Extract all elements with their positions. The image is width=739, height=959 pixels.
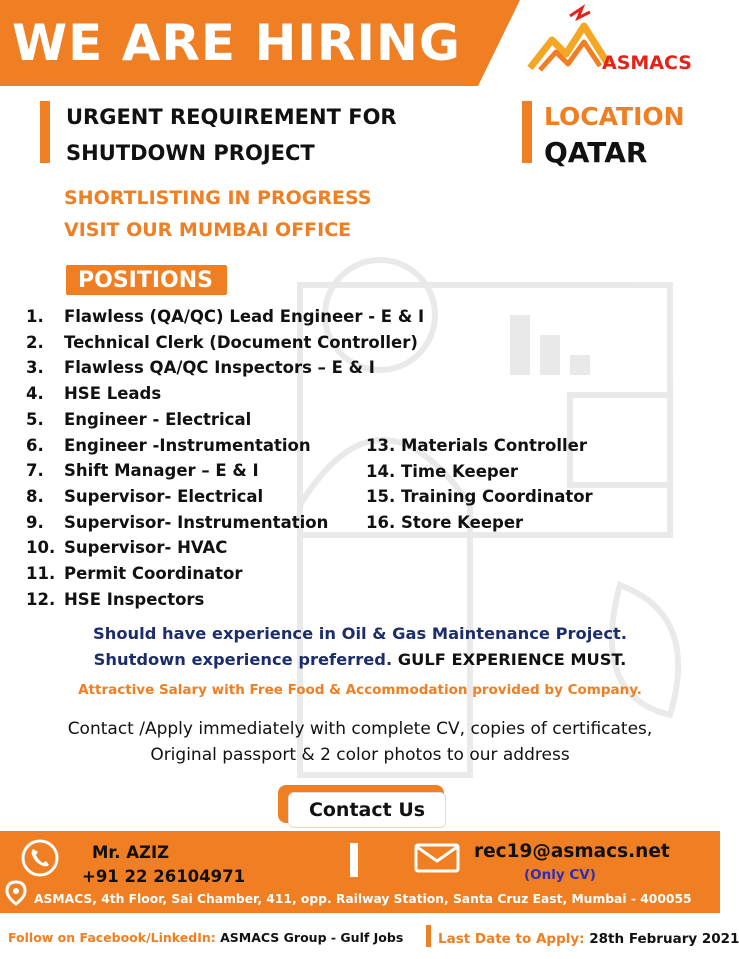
list-item: 13. Materials Controller bbox=[366, 436, 587, 455]
shortlisting-notice: SHORTLISTING IN PROGRESS bbox=[64, 187, 372, 209]
apply-line-1: Contact /Apply immediately with complete CV, copies of certificates, bbox=[67, 719, 653, 739]
contact-email[interactable]: rec19@asmacs.net bbox=[474, 841, 670, 862]
last-date bbox=[438, 930, 739, 948]
requirement-line-2: SHUTDOWN PROJECT bbox=[66, 141, 315, 165]
contact-us-button[interactable]: Contact Us bbox=[288, 792, 446, 828]
positions-list-left bbox=[26, 304, 424, 612]
office-address: ASMACS, 4th Floor, Sai Chamber, 411, opp. Railway Station, Santa Cruz East, Mumbai - 400055 bbox=[34, 892, 692, 906]
list-item: 6. Engineer -Instrumentation bbox=[26, 435, 311, 455]
list-item: 3. Flawless QA/QC Inspectors – E & I bbox=[26, 358, 375, 378]
contact-phone[interactable]: +91 22 26104971 bbox=[82, 867, 246, 886]
list-item: 10. Supervisor- HVAC bbox=[26, 538, 228, 558]
list-item: 12. HSE Inspectors bbox=[26, 589, 205, 609]
phone-icon bbox=[20, 838, 60, 878]
follow-label: Follow on Facebook/LinkedIn: bbox=[8, 930, 216, 945]
list-item: 11. Permit Coordinator bbox=[26, 564, 243, 584]
bottom-divider bbox=[426, 925, 431, 947]
contact-person: Mr. AZIZ bbox=[92, 843, 170, 862]
location-value: QATAR bbox=[544, 136, 648, 169]
hiring-title: WE ARE HIRING bbox=[12, 14, 461, 72]
positions-heading: POSITIONS bbox=[78, 268, 214, 293]
shutdown-experience-text: Shutdown experience preferred. bbox=[93, 650, 393, 669]
follow-link[interactable]: ASMACS Group - Gulf Jobs bbox=[220, 930, 404, 945]
list-item: 4. HSE Leads bbox=[26, 384, 162, 404]
apply-line-2: Original passport & 2 color photos to our address bbox=[150, 745, 570, 765]
requirement-line-1: URGENT REQUIREMENT FOR bbox=[66, 105, 397, 129]
deadline-value: 28th February 2021 bbox=[589, 931, 739, 947]
deadline-label: Last Date to Apply: bbox=[438, 931, 585, 947]
list-item: 8. Supervisor- Electrical bbox=[26, 486, 264, 506]
list-item: 15. Training Coordinator bbox=[366, 487, 593, 507]
visit-office-notice: VISIT OUR MUMBAI OFFICE bbox=[64, 219, 352, 241]
list-item: 16. Store Keeper bbox=[366, 513, 524, 533]
experience-line-2 bbox=[0, 647, 720, 673]
list-item: 1. Flawless (QA/QC) Lead Engineer - E & I bbox=[26, 307, 425, 326]
gulf-experience-text: GULF EXPERIENCE MUST. bbox=[397, 650, 627, 669]
list-item: 5. Engineer - Electrical bbox=[26, 409, 252, 429]
list-item: 9. Supervisor- Instrumentation bbox=[26, 512, 329, 532]
location-accent-bar bbox=[522, 101, 532, 163]
list-item: 7. Shift Manager – E & I bbox=[26, 461, 259, 481]
list-item: 14. Time Keeper bbox=[366, 461, 519, 481]
logo-name: ASMACS bbox=[602, 52, 692, 74]
experience-line-1: Should have experience in Oil & Gas Maintenance Project. bbox=[93, 624, 627, 643]
mail-icon bbox=[414, 843, 460, 873]
requirement-accent-bar bbox=[40, 101, 50, 163]
social-follow bbox=[8, 929, 403, 947]
footer-divider bbox=[350, 843, 358, 877]
requirement-heading bbox=[66, 99, 397, 171]
email-note: (Only CV) bbox=[524, 867, 596, 883]
location-label: LOCATION bbox=[544, 102, 685, 131]
location-pin-icon bbox=[5, 880, 27, 906]
positions-list-right bbox=[366, 433, 593, 536]
list-item: 2. Technical Clerk (Document Controller) bbox=[26, 332, 418, 352]
salary-note: Attractive Salary with Free Food & Accommodation provided by Company. bbox=[78, 682, 642, 698]
